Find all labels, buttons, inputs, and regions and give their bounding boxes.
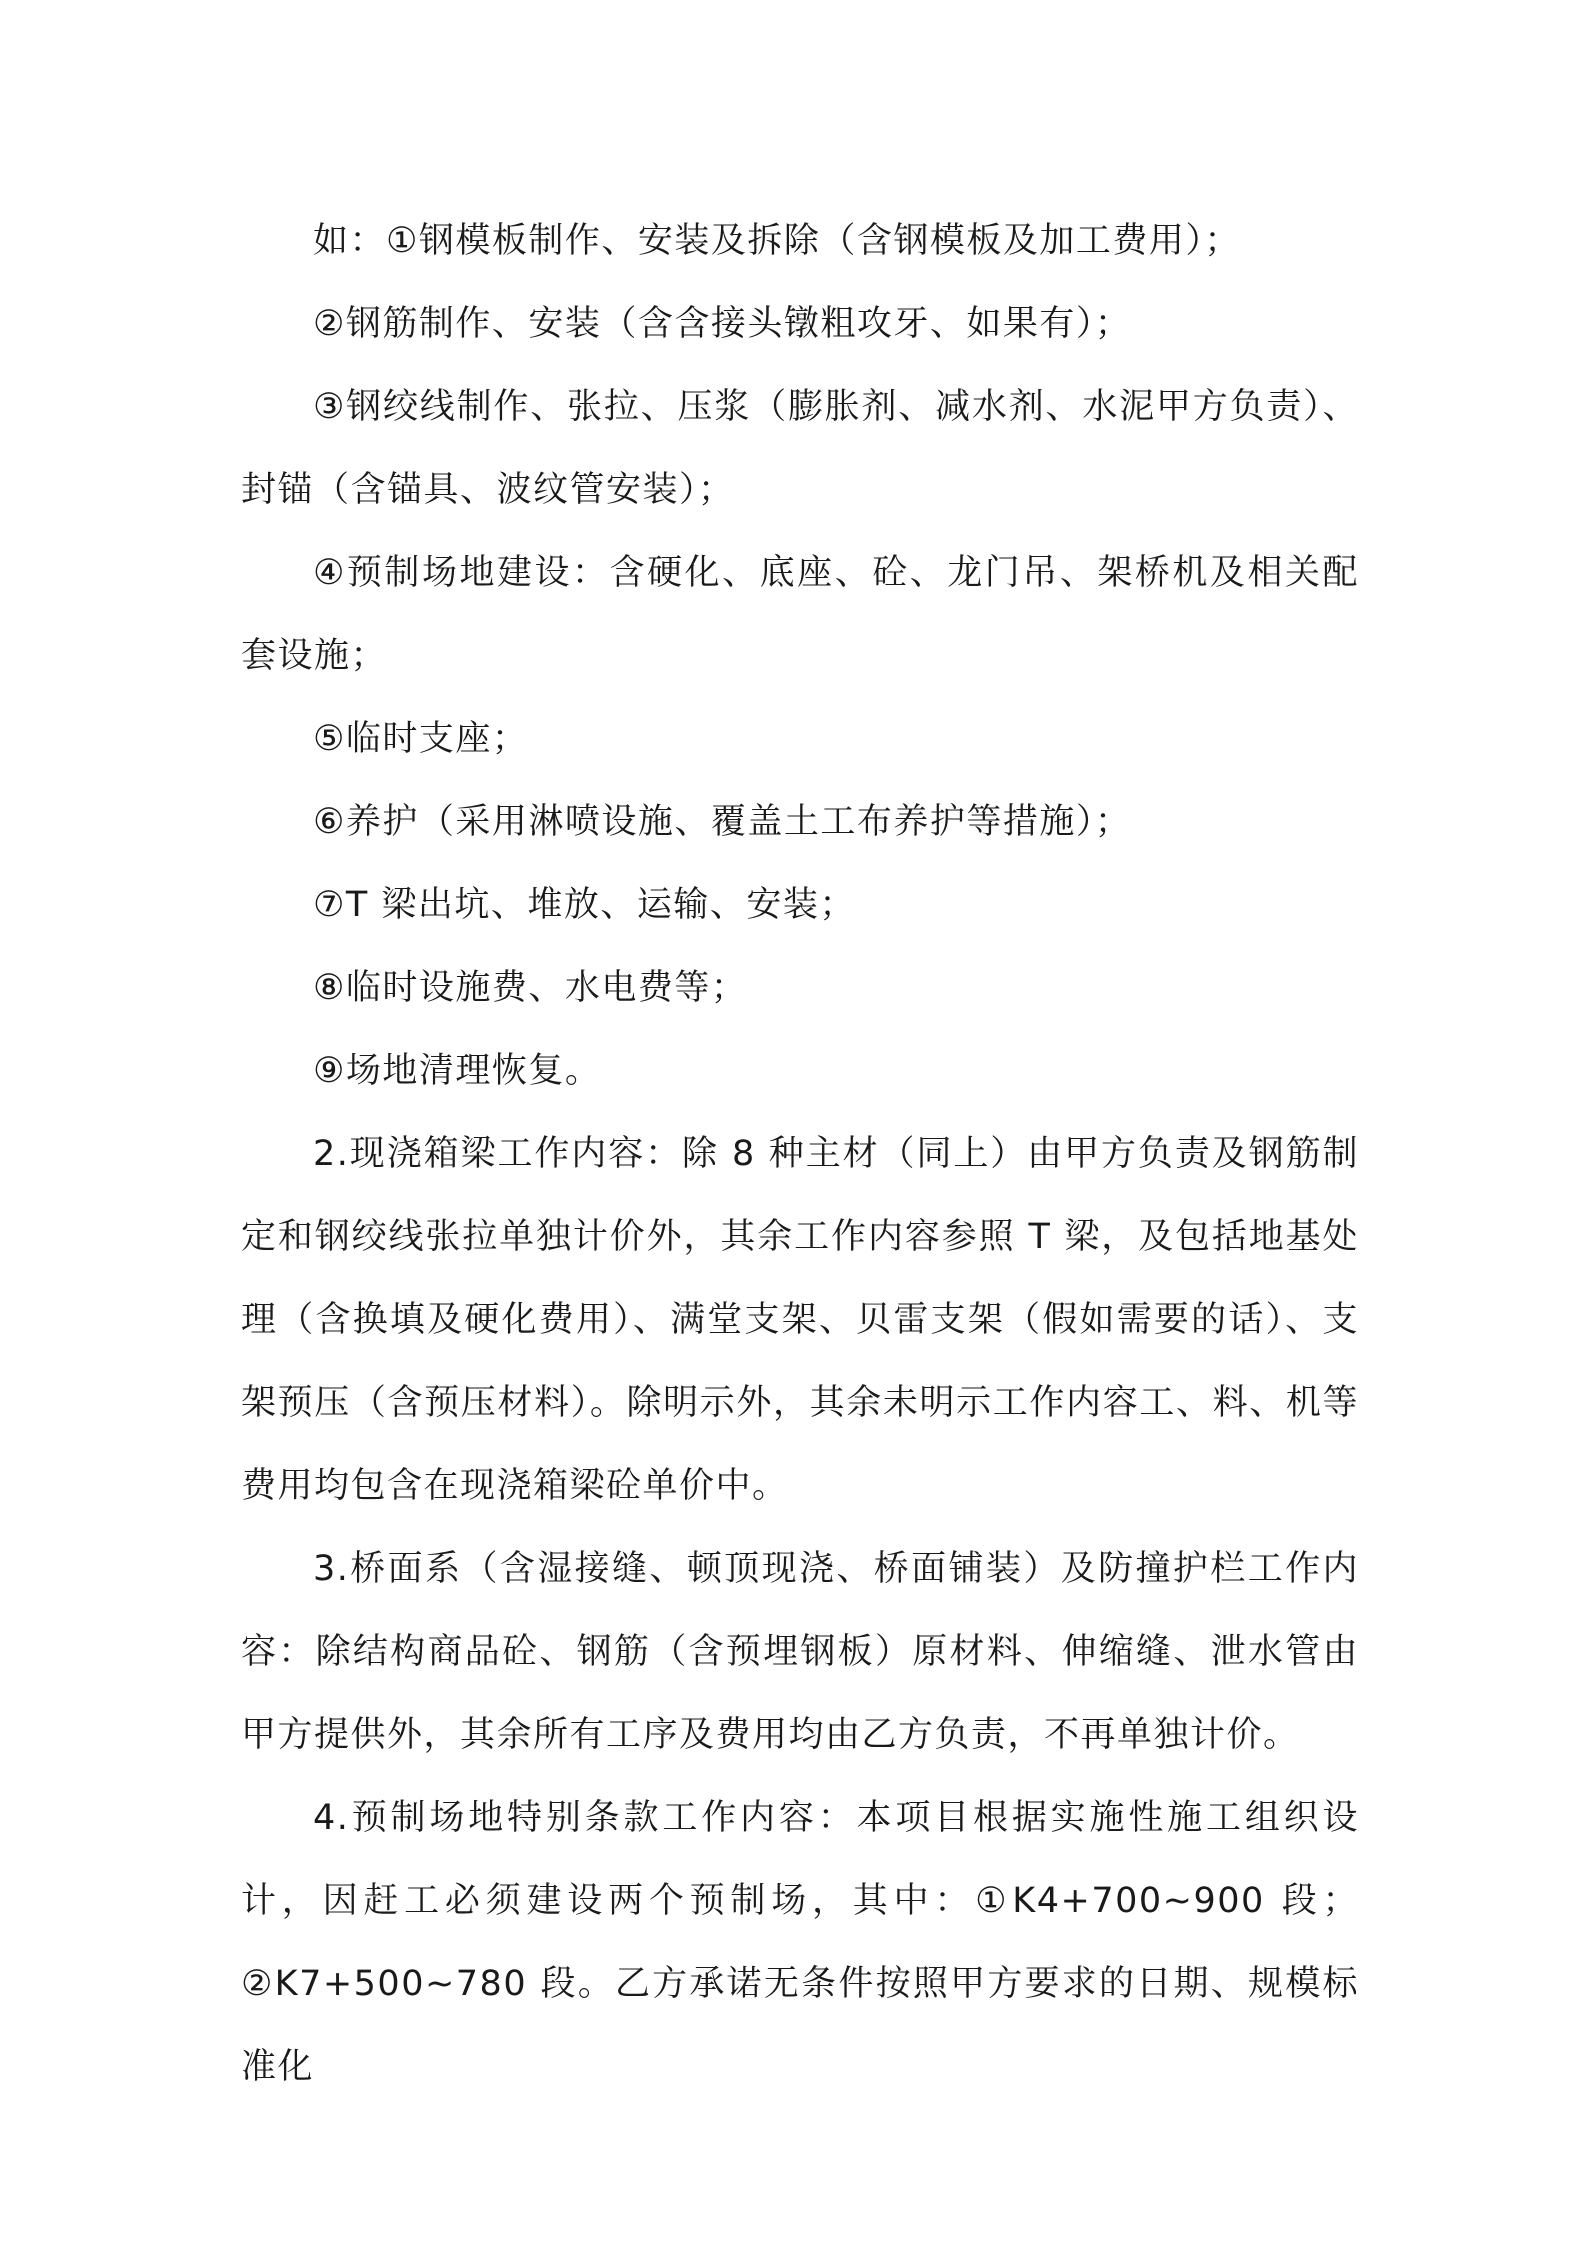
paragraph-temporary-facilities: ⑧临时设施费、水电费等； [313, 968, 748, 1008]
paragraph-precast-special-terms: 4.预制场地特别条款工作内容：本项目根据实施性施工组织设计，因赶工必须建设两个预制场，其中：①K4+700~900 段；②K7+500~780 段。乙方承诺无条件按照甲方要求的日期、规模标准化 [241, 1798, 1359, 2087]
paragraph-rebar: ②钢筋制作、安装（含含接头镦粗攻牙、如果有）； [313, 304, 1132, 344]
paragraph-cast-in-place-box-girder: 2.现浇箱梁工作内容：除 8 种主材（同上）由甲方负责及钢筋制定和钢绞线张拉单独计价外，其余工作内容参照 T 梁，及包括地基处理（含换填及硬化费用）、满堂支架、贝雷支架（假如需要的话）、支架预压（含预压材料）。除明示外，其余未明示工作内容工、料、机等费用均包含在现浇箱梁砼单价中。 [241, 1134, 1359, 1506]
paragraph-precast-site: ④预制场地建设：含硬化、底座、砼、龙门吊、架桥机及相关配套设施； [241, 553, 1359, 676]
paragraph-steel-formwork: 如：①钢模板制作、安装及拆除（含钢模板及加工费用）； [313, 221, 1241, 261]
paragraph-site-cleanup: ⑨场地清理恢复。 [313, 1051, 602, 1091]
paragraph-curing: ⑥养护（采用淋喷设施、覆盖土工布养护等措施）； [313, 802, 1132, 842]
paragraph-bridge-deck: 3.桥面系（含湿接缝、顿顶现浇、桥面铺装）及防撞护栏工作内容：除结构商品砼、钢筋（含预埋钢板）原材料、伸缩缝、泄水管由甲方提供外，其余所有工序及费用均由乙方负责，不再单独计价。 [241, 1549, 1359, 1755]
paragraph-t-beam: ⑦T 梁出坑、堆放、运输、安装； [313, 885, 856, 925]
paragraph-temporary-support: ⑤临时支座； [313, 719, 529, 759]
document-body [241, 200, 1359, 2109]
paragraph-strand: ③钢绞线制作、张拉、压浆（膨胀剂、减水剂、水泥甲方负责）、封锚（含锚具、波纹管安装）； [241, 387, 1359, 510]
